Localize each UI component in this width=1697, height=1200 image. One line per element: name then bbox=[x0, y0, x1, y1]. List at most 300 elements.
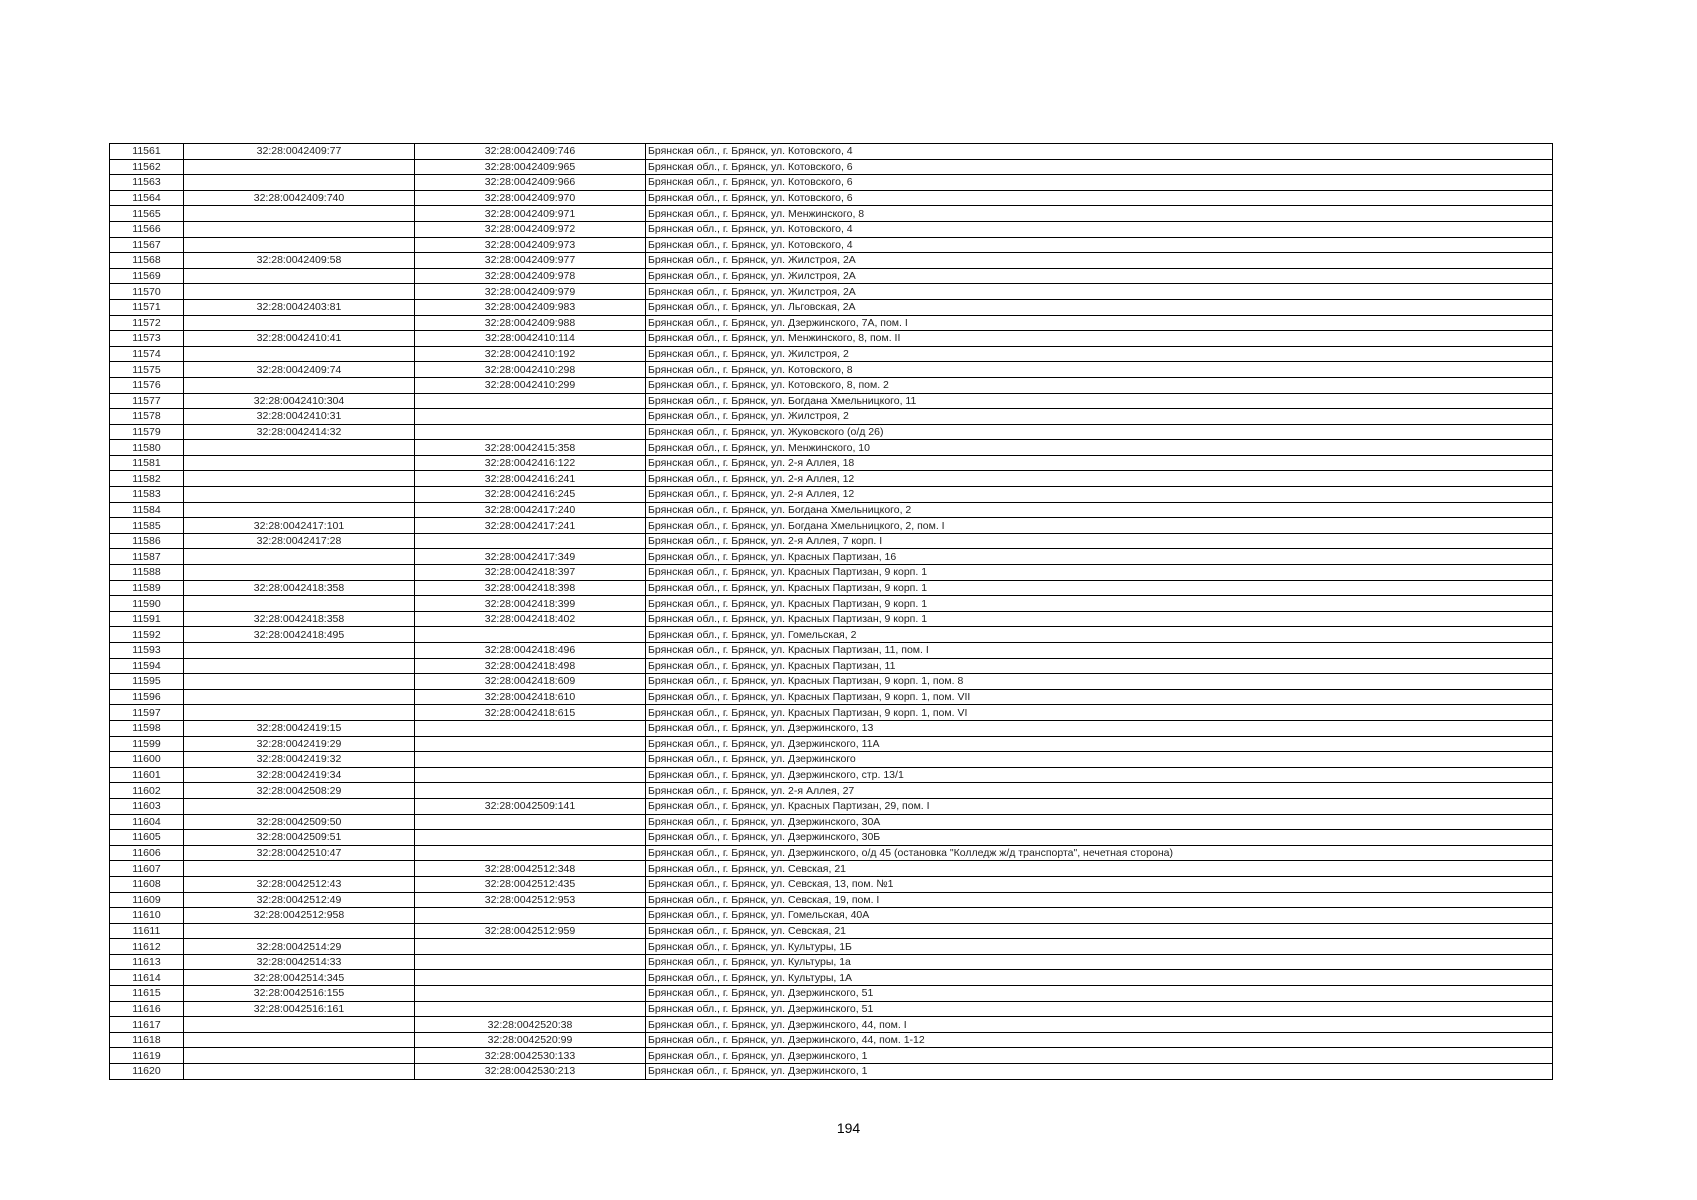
land-plot-number-cell bbox=[184, 268, 415, 284]
object-cadastral-number-cell: 32:28:0042520:99 bbox=[415, 1032, 646, 1048]
object-cadastral-number-cell bbox=[415, 533, 646, 549]
object-cadastral-number-cell bbox=[415, 970, 646, 986]
row-number-cell: 11603 bbox=[110, 798, 184, 814]
object-cadastral-number-cell bbox=[415, 954, 646, 970]
address-cell: Брянская обл., г. Брянск, ул. Котовского, 4 bbox=[646, 237, 1553, 253]
land-plot-number-cell bbox=[184, 237, 415, 253]
address-cell: Брянская обл., г. Брянск, ул. 2-я Аллея, 18 bbox=[646, 455, 1553, 471]
object-cadastral-number-cell: 32:28:0042409:977 bbox=[415, 253, 646, 269]
object-cadastral-number-cell bbox=[415, 752, 646, 768]
address-cell: Брянская обл., г. Брянск, ул. Жилстроя, 2А bbox=[646, 268, 1553, 284]
table-row bbox=[110, 689, 1553, 705]
row-number-cell: 11579 bbox=[110, 424, 184, 440]
row-number-cell: 11584 bbox=[110, 502, 184, 518]
land-plot-number-cell: 32:28:0042419:34 bbox=[184, 767, 415, 783]
address-cell: Брянская обл., г. Брянск, ул. Менжинского, 8 bbox=[646, 206, 1553, 222]
object-cadastral-number-cell bbox=[415, 986, 646, 1002]
land-plot-number-cell: 32:28:0042409:74 bbox=[184, 362, 415, 378]
land-plot-number-cell bbox=[184, 315, 415, 331]
land-plot-number-cell bbox=[184, 502, 415, 518]
address-cell: Брянская обл., г. Брянск, ул. Дзержинского, 13 bbox=[646, 720, 1553, 736]
land-plot-number-cell bbox=[184, 565, 415, 581]
table-row bbox=[110, 487, 1553, 503]
row-number-cell: 11600 bbox=[110, 752, 184, 768]
address-cell: Брянская обл., г. Брянск, ул. Гомельская, 40А bbox=[646, 908, 1553, 924]
object-cadastral-number-cell: 32:28:0042418:496 bbox=[415, 643, 646, 659]
object-cadastral-number-cell: 32:28:0042418:402 bbox=[415, 611, 646, 627]
table-row bbox=[110, 798, 1553, 814]
row-number-cell: 11609 bbox=[110, 892, 184, 908]
land-plot-number-cell: 32:28:0042409:58 bbox=[184, 253, 415, 269]
row-number-cell: 11604 bbox=[110, 814, 184, 830]
table-row bbox=[110, 876, 1553, 892]
address-cell: Брянская обл., г. Брянск, ул. Котовского, 8, пом. 2 bbox=[646, 377, 1553, 393]
land-plot-number-cell: 32:28:0042514:345 bbox=[184, 970, 415, 986]
row-number-cell: 11596 bbox=[110, 689, 184, 705]
row-number-cell: 11612 bbox=[110, 939, 184, 955]
table-row bbox=[110, 767, 1553, 783]
row-number-cell: 11578 bbox=[110, 409, 184, 425]
table-row bbox=[110, 830, 1553, 846]
address-cell: Брянская обл., г. Брянск, ул. Котовского, 8 bbox=[646, 362, 1553, 378]
object-cadastral-number-cell bbox=[415, 736, 646, 752]
table-row bbox=[110, 409, 1553, 425]
address-cell: Брянская обл., г. Брянск, ул. Дзержинского bbox=[646, 752, 1553, 768]
object-cadastral-number-cell: 32:28:0042409:972 bbox=[415, 221, 646, 237]
land-plot-number-cell: 32:28:0042516:155 bbox=[184, 986, 415, 1002]
land-plot-number-cell bbox=[184, 284, 415, 300]
object-cadastral-number-cell: 32:28:0042418:398 bbox=[415, 580, 646, 596]
table-row bbox=[110, 658, 1553, 674]
land-plot-number-cell bbox=[184, 1048, 415, 1064]
address-cell: Брянская обл., г. Брянск, ул. Дзержинского, 30Б bbox=[646, 830, 1553, 846]
object-cadastral-number-cell: 32:28:0042417:241 bbox=[415, 518, 646, 534]
address-cell: Брянская обл., г. Брянск, ул. Котовского, 6 bbox=[646, 190, 1553, 206]
object-cadastral-number-cell bbox=[415, 814, 646, 830]
row-number-cell: 11572 bbox=[110, 315, 184, 331]
land-plot-number-cell bbox=[184, 596, 415, 612]
object-cadastral-number-cell: 32:28:0042409:978 bbox=[415, 268, 646, 284]
table-row bbox=[110, 175, 1553, 191]
table-row bbox=[110, 1032, 1553, 1048]
row-number-cell: 11581 bbox=[110, 455, 184, 471]
row-number-cell: 11575 bbox=[110, 362, 184, 378]
object-cadastral-number-cell: 32:28:0042409:979 bbox=[415, 284, 646, 300]
land-plot-number-cell bbox=[184, 1017, 415, 1033]
object-cadastral-number-cell: 32:28:0042509:141 bbox=[415, 798, 646, 814]
table-row bbox=[110, 1001, 1553, 1017]
row-number-cell: 11610 bbox=[110, 908, 184, 924]
table-row bbox=[110, 674, 1553, 690]
table-row bbox=[110, 455, 1553, 471]
land-plot-number-cell: 32:28:0042410:304 bbox=[184, 393, 415, 409]
table-row bbox=[110, 440, 1553, 456]
table-row bbox=[110, 861, 1553, 877]
row-number-cell: 11616 bbox=[110, 1001, 184, 1017]
row-number-cell: 11619 bbox=[110, 1048, 184, 1064]
object-cadastral-number-cell: 32:28:0042530:213 bbox=[415, 1064, 646, 1080]
object-cadastral-number-cell bbox=[415, 908, 646, 924]
table-row bbox=[110, 299, 1553, 315]
row-number-cell: 11570 bbox=[110, 284, 184, 300]
land-plot-number-cell bbox=[184, 1064, 415, 1080]
table-row bbox=[110, 954, 1553, 970]
address-cell: Брянская обл., г. Брянск, ул. Красных Партизан, 9 корп. 1 bbox=[646, 611, 1553, 627]
row-number-cell: 11588 bbox=[110, 565, 184, 581]
table-row bbox=[110, 253, 1553, 269]
row-number-cell: 11615 bbox=[110, 986, 184, 1002]
land-plot-number-cell bbox=[184, 346, 415, 362]
table-row bbox=[110, 1048, 1553, 1064]
address-cell: Брянская обл., г. Брянск, ул. Богдана Хмельницкого, 2, пом. I bbox=[646, 518, 1553, 534]
table-row bbox=[110, 596, 1553, 612]
table-row bbox=[110, 1017, 1553, 1033]
object-cadastral-number-cell: 32:28:0042418:615 bbox=[415, 705, 646, 721]
address-cell: Брянская обл., г. Брянск, ул. Красных Партизан, 9 корп. 1 bbox=[646, 596, 1553, 612]
table-row bbox=[110, 736, 1553, 752]
table-row bbox=[110, 892, 1553, 908]
object-cadastral-number-cell bbox=[415, 720, 646, 736]
table-row bbox=[110, 923, 1553, 939]
row-number-cell: 11593 bbox=[110, 643, 184, 659]
address-cell: Брянская обл., г. Брянск, ул. Красных Партизан, 9 корп. 1, пом. 8 bbox=[646, 674, 1553, 690]
address-cell: Брянская обл., г. Брянск, ул. Дзержинского, 51 bbox=[646, 1001, 1553, 1017]
land-plot-number-cell: 32:28:0042417:28 bbox=[184, 533, 415, 549]
land-plot-number-cell: 32:28:0042516:161 bbox=[184, 1001, 415, 1017]
address-cell: Брянская обл., г. Брянск, ул. Дзержинского, 1 bbox=[646, 1064, 1553, 1080]
table-row bbox=[110, 1064, 1553, 1080]
object-cadastral-number-cell: 32:28:0042520:38 bbox=[415, 1017, 646, 1033]
object-cadastral-number-cell: 32:28:0042530:133 bbox=[415, 1048, 646, 1064]
row-number-cell: 11567 bbox=[110, 237, 184, 253]
land-plot-number-cell bbox=[184, 861, 415, 877]
object-cadastral-number-cell: 32:28:0042416:122 bbox=[415, 455, 646, 471]
land-plot-number-cell bbox=[184, 923, 415, 939]
land-plot-number-cell: 32:28:0042419:29 bbox=[184, 736, 415, 752]
address-cell: Брянская обл., г. Брянск, ул. Красных Партизан, 11 bbox=[646, 658, 1553, 674]
address-cell: Брянская обл., г. Брянск, ул. Красных Партизан, 9 корп. 1, пом. VI bbox=[646, 705, 1553, 721]
land-plot-number-cell bbox=[184, 159, 415, 175]
object-cadastral-number-cell: 32:28:0042410:114 bbox=[415, 331, 646, 347]
object-cadastral-number-cell: 32:28:0042418:399 bbox=[415, 596, 646, 612]
address-cell: Брянская обл., г. Брянск, ул. Красных Партизан, 29, пом. I bbox=[646, 798, 1553, 814]
object-cadastral-number-cell bbox=[415, 783, 646, 799]
row-number-cell: 11597 bbox=[110, 705, 184, 721]
land-plot-number-cell: 32:28:0042418:495 bbox=[184, 627, 415, 643]
address-cell: Брянская обл., г. Брянск, ул. Дзержинского, 44, пом. I bbox=[646, 1017, 1553, 1033]
land-plot-number-cell: 32:28:0042512:49 bbox=[184, 892, 415, 908]
row-number-cell: 11618 bbox=[110, 1032, 184, 1048]
row-number-cell: 11599 bbox=[110, 736, 184, 752]
row-number-cell: 11598 bbox=[110, 720, 184, 736]
table-row bbox=[110, 159, 1553, 175]
row-number-cell: 11589 bbox=[110, 580, 184, 596]
row-number-cell: 11569 bbox=[110, 268, 184, 284]
row-number-cell: 11576 bbox=[110, 377, 184, 393]
row-number-cell: 11587 bbox=[110, 549, 184, 565]
row-number-cell: 11611 bbox=[110, 923, 184, 939]
object-cadastral-number-cell: 32:28:0042417:349 bbox=[415, 549, 646, 565]
table-row bbox=[110, 720, 1553, 736]
land-plot-number-cell: 32:28:0042418:358 bbox=[184, 580, 415, 596]
address-cell: Брянская обл., г. Брянск, ул. Жилстроя, 2А bbox=[646, 284, 1553, 300]
object-cadastral-number-cell: 32:28:0042409:966 bbox=[415, 175, 646, 191]
land-plot-number-cell: 32:28:0042409:77 bbox=[184, 144, 415, 160]
object-cadastral-number-cell: 32:28:0042418:610 bbox=[415, 689, 646, 705]
row-number-cell: 11602 bbox=[110, 783, 184, 799]
row-number-cell: 11592 bbox=[110, 627, 184, 643]
row-number-cell: 11586 bbox=[110, 533, 184, 549]
row-number-cell: 11565 bbox=[110, 206, 184, 222]
address-cell: Брянская обл., г. Брянск, ул. 2-я Аллея, 12 bbox=[646, 471, 1553, 487]
address-cell: Брянская обл., г. Брянск, ул. Севская, 19, пом. I bbox=[646, 892, 1553, 908]
table-row bbox=[110, 471, 1553, 487]
object-cadastral-number-cell bbox=[415, 627, 646, 643]
object-cadastral-number-cell: 32:28:0042417:240 bbox=[415, 502, 646, 518]
row-number-cell: 11595 bbox=[110, 674, 184, 690]
object-cadastral-number-cell: 32:28:0042512:435 bbox=[415, 876, 646, 892]
address-cell: Брянская обл., г. Брянск, ул. Дзержинского, о/д 45 (остановка "Колледж ж/д транспорта", нечетная сторона) bbox=[646, 845, 1553, 861]
object-cadastral-number-cell bbox=[415, 767, 646, 783]
land-plot-number-cell: 32:28:0042510:47 bbox=[184, 845, 415, 861]
land-plot-number-cell: 32:28:0042509:51 bbox=[184, 830, 415, 846]
land-plot-number-cell bbox=[184, 206, 415, 222]
address-cell: Брянская обл., г. Брянск, ул. Культуры, 1а bbox=[646, 954, 1553, 970]
address-cell: Брянская обл., г. Брянск, ул. 2-я Аллея, 7 корп. I bbox=[646, 533, 1553, 549]
land-plot-number-cell bbox=[184, 455, 415, 471]
table-row bbox=[110, 284, 1553, 300]
address-cell: Брянская обл., г. Брянск, ул. Котовского, 6 bbox=[646, 175, 1553, 191]
land-plot-number-cell: 32:28:0042410:31 bbox=[184, 409, 415, 425]
table-row bbox=[110, 221, 1553, 237]
address-cell: Брянская обл., г. Брянск, ул. Красных Партизан, 9 корп. 1, пом. VII bbox=[646, 689, 1553, 705]
land-plot-number-cell: 32:28:0042403:81 bbox=[184, 299, 415, 315]
row-number-cell: 11591 bbox=[110, 611, 184, 627]
table-row bbox=[110, 580, 1553, 596]
table-row bbox=[110, 190, 1553, 206]
table-row bbox=[110, 986, 1553, 1002]
land-plot-number-cell: 32:28:0042410:41 bbox=[184, 331, 415, 347]
table-row bbox=[110, 783, 1553, 799]
address-cell: Брянская обл., г. Брянск, ул. Жуковского (о/д 26) bbox=[646, 424, 1553, 440]
table-row bbox=[110, 643, 1553, 659]
address-cell: Брянская обл., г. Брянск, ул. Дзержинского, 51 bbox=[646, 986, 1553, 1002]
address-cell: Брянская обл., г. Брянск, ул. Жилстроя, 2 bbox=[646, 346, 1553, 362]
address-cell: Брянская обл., г. Брянск, ул. Менжинского, 10 bbox=[646, 440, 1553, 456]
address-cell: Брянская обл., г. Брянск, ул. Красных Партизан, 16 bbox=[646, 549, 1553, 565]
address-cell: Брянская обл., г. Брянск, ул. Дзержинского, 1 bbox=[646, 1048, 1553, 1064]
address-cell: Брянская обл., г. Брянск, ул. Жилстроя, 2 bbox=[646, 409, 1553, 425]
land-plot-number-cell bbox=[184, 658, 415, 674]
row-number-cell: 11561 bbox=[110, 144, 184, 160]
address-cell: Брянская обл., г. Брянск, ул. Красных Партизан, 9 корп. 1 bbox=[646, 565, 1553, 581]
land-plot-number-cell: 32:28:0042419:15 bbox=[184, 720, 415, 736]
registry-table bbox=[109, 143, 1553, 1080]
address-cell: Брянская обл., г. Брянск, ул. Котовского, 4 bbox=[646, 144, 1553, 160]
table-row bbox=[110, 362, 1553, 378]
land-plot-number-cell bbox=[184, 705, 415, 721]
object-cadastral-number-cell bbox=[415, 393, 646, 409]
address-cell: Брянская обл., г. Брянск, ул. Гомельская, 2 bbox=[646, 627, 1553, 643]
table-row bbox=[110, 939, 1553, 955]
land-plot-number-cell: 32:28:0042514:29 bbox=[184, 939, 415, 955]
table-row bbox=[110, 206, 1553, 222]
row-number-cell: 11566 bbox=[110, 221, 184, 237]
land-plot-number-cell bbox=[184, 674, 415, 690]
table-row bbox=[110, 565, 1553, 581]
row-number-cell: 11585 bbox=[110, 518, 184, 534]
object-cadastral-number-cell: 32:28:0042409:988 bbox=[415, 315, 646, 331]
object-cadastral-number-cell: 32:28:0042418:498 bbox=[415, 658, 646, 674]
page-number: 194 bbox=[836, 1120, 861, 1136]
row-number-cell: 11571 bbox=[110, 299, 184, 315]
table-row bbox=[110, 627, 1553, 643]
address-cell: Брянская обл., г. Брянск, ул. Дзержинского, 7А, пом. I bbox=[646, 315, 1553, 331]
object-cadastral-number-cell: 32:28:0042416:241 bbox=[415, 471, 646, 487]
address-cell: Брянская обл., г. Брянск, ул. Дзержинского, 44, пом. 1-12 bbox=[646, 1032, 1553, 1048]
table-row bbox=[110, 144, 1553, 160]
land-plot-number-cell bbox=[184, 549, 415, 565]
row-number-cell: 11590 bbox=[110, 596, 184, 612]
table-row bbox=[110, 549, 1553, 565]
table-row bbox=[110, 237, 1553, 253]
row-number-cell: 11564 bbox=[110, 190, 184, 206]
address-cell: Брянская обл., г. Брянск, ул. Богдана Хмельницкого, 2 bbox=[646, 502, 1553, 518]
address-cell: Брянская обл., г. Брянск, ул. 2-я Аллея, 27 bbox=[646, 783, 1553, 799]
land-plot-number-cell bbox=[184, 689, 415, 705]
table-row bbox=[110, 908, 1553, 924]
address-cell: Брянская обл., г. Брянск, ул. Севская, 21 bbox=[646, 861, 1553, 877]
address-cell: Брянская обл., г. Брянск, ул. Богдана Хмельницкого, 11 bbox=[646, 393, 1553, 409]
land-plot-number-cell: 32:28:0042409:740 bbox=[184, 190, 415, 206]
land-plot-number-cell bbox=[184, 221, 415, 237]
land-plot-number-cell bbox=[184, 643, 415, 659]
land-plot-number-cell bbox=[184, 175, 415, 191]
object-cadastral-number-cell bbox=[415, 409, 646, 425]
land-plot-number-cell: 32:28:0042508:29 bbox=[184, 783, 415, 799]
object-cadastral-number-cell: 32:28:0042418:397 bbox=[415, 565, 646, 581]
row-number-cell: 11573 bbox=[110, 331, 184, 347]
object-cadastral-number-cell: 32:28:0042416:245 bbox=[415, 487, 646, 503]
address-cell: Брянская обл., г. Брянск, ул. Дзержинского, 30А bbox=[646, 814, 1553, 830]
address-cell: Брянская обл., г. Брянск, ул. Котовского, 4 bbox=[646, 221, 1553, 237]
table-row bbox=[110, 377, 1553, 393]
land-plot-number-cell bbox=[184, 487, 415, 503]
row-number-cell: 11601 bbox=[110, 767, 184, 783]
table-row bbox=[110, 393, 1553, 409]
row-number-cell: 11617 bbox=[110, 1017, 184, 1033]
row-number-cell: 11577 bbox=[110, 393, 184, 409]
table-row bbox=[110, 424, 1553, 440]
row-number-cell: 11606 bbox=[110, 845, 184, 861]
row-number-cell: 11614 bbox=[110, 970, 184, 986]
address-cell: Брянская обл., г. Брянск, ул. Дзержинского, 11А bbox=[646, 736, 1553, 752]
table-row bbox=[110, 970, 1553, 986]
object-cadastral-number-cell: 32:28:0042409:970 bbox=[415, 190, 646, 206]
table-row bbox=[110, 346, 1553, 362]
table-row bbox=[110, 611, 1553, 627]
address-cell: Брянская обл., г. Брянск, ул. 2-я Аллея, 12 bbox=[646, 487, 1553, 503]
table-row bbox=[110, 268, 1553, 284]
table-row bbox=[110, 315, 1553, 331]
object-cadastral-number-cell: 32:28:0042410:298 bbox=[415, 362, 646, 378]
row-number-cell: 11580 bbox=[110, 440, 184, 456]
address-cell: Брянская обл., г. Брянск, ул. Севская, 13, пом. №1 bbox=[646, 876, 1553, 892]
row-number-cell: 11568 bbox=[110, 253, 184, 269]
object-cadastral-number-cell: 32:28:0042418:609 bbox=[415, 674, 646, 690]
land-plot-number-cell: 32:28:0042509:50 bbox=[184, 814, 415, 830]
land-plot-number-cell: 32:28:0042417:101 bbox=[184, 518, 415, 534]
row-number-cell: 11620 bbox=[110, 1064, 184, 1080]
row-number-cell: 11605 bbox=[110, 830, 184, 846]
land-plot-number-cell bbox=[184, 440, 415, 456]
row-number-cell: 11563 bbox=[110, 175, 184, 191]
address-cell: Брянская обл., г. Брянск, ул. Красных Партизан, 9 корп. 1 bbox=[646, 580, 1553, 596]
registry-table-body bbox=[110, 144, 1553, 1080]
object-cadastral-number-cell: 32:28:0042409:983 bbox=[415, 299, 646, 315]
object-cadastral-number-cell: 32:28:0042410:192 bbox=[415, 346, 646, 362]
object-cadastral-number-cell: 32:28:0042512:348 bbox=[415, 861, 646, 877]
table-row bbox=[110, 502, 1553, 518]
address-cell: Брянская обл., г. Брянск, ул. Красных Партизан, 11, пом. I bbox=[646, 643, 1553, 659]
table-row bbox=[110, 752, 1553, 768]
address-cell: Брянская обл., г. Брянск, ул. Культуры, 1Б bbox=[646, 939, 1553, 955]
land-plot-number-cell bbox=[184, 798, 415, 814]
land-plot-number-cell: 32:28:0042418:358 bbox=[184, 611, 415, 627]
address-cell: Брянская обл., г. Брянск, ул. Севская, 21 bbox=[646, 923, 1553, 939]
address-cell: Брянская обл., г. Брянск, ул. Дзержинского, стр. 13/1 bbox=[646, 767, 1553, 783]
address-cell: Брянская обл., г. Брянск, ул. Менжинского, 8, пом. II bbox=[646, 331, 1553, 347]
row-number-cell: 11613 bbox=[110, 954, 184, 970]
object-cadastral-number-cell bbox=[415, 939, 646, 955]
land-plot-number-cell: 32:28:0042512:958 bbox=[184, 908, 415, 924]
row-number-cell: 11582 bbox=[110, 471, 184, 487]
row-number-cell: 11583 bbox=[110, 487, 184, 503]
table-row bbox=[110, 814, 1553, 830]
object-cadastral-number-cell: 32:28:0042409:746 bbox=[415, 144, 646, 160]
land-plot-number-cell: 32:28:0042414:32 bbox=[184, 424, 415, 440]
row-number-cell: 11607 bbox=[110, 861, 184, 877]
object-cadastral-number-cell: 32:28:0042410:299 bbox=[415, 377, 646, 393]
object-cadastral-number-cell: 32:28:0042512:953 bbox=[415, 892, 646, 908]
object-cadastral-number-cell bbox=[415, 424, 646, 440]
table-row bbox=[110, 533, 1553, 549]
land-plot-number-cell bbox=[184, 471, 415, 487]
row-number-cell: 11608 bbox=[110, 876, 184, 892]
land-plot-number-cell: 32:28:0042514:33 bbox=[184, 954, 415, 970]
land-plot-number-cell: 32:28:0042512:43 bbox=[184, 876, 415, 892]
land-plot-number-cell: 32:28:0042419:32 bbox=[184, 752, 415, 768]
table-row bbox=[110, 845, 1553, 861]
address-cell: Брянская обл., г. Брянск, ул. Культуры, 1А bbox=[646, 970, 1553, 986]
row-number-cell: 11594 bbox=[110, 658, 184, 674]
address-cell: Брянская обл., г. Брянск, ул. Льговская, 2А bbox=[646, 299, 1553, 315]
table-row bbox=[110, 705, 1553, 721]
address-cell: Брянская обл., г. Брянск, ул. Котовского, 6 bbox=[646, 159, 1553, 175]
object-cadastral-number-cell: 32:28:0042409:973 bbox=[415, 237, 646, 253]
object-cadastral-number-cell bbox=[415, 830, 646, 846]
object-cadastral-number-cell: 32:28:0042512:959 bbox=[415, 923, 646, 939]
row-number-cell: 11574 bbox=[110, 346, 184, 362]
address-cell: Брянская обл., г. Брянск, ул. Жилстроя, 2А bbox=[646, 253, 1553, 269]
row-number-cell: 11562 bbox=[110, 159, 184, 175]
table-row bbox=[110, 331, 1553, 347]
object-cadastral-number-cell bbox=[415, 1001, 646, 1017]
land-plot-number-cell bbox=[184, 377, 415, 393]
object-cadastral-number-cell: 32:28:0042409:965 bbox=[415, 159, 646, 175]
object-cadastral-number-cell: 32:28:0042409:971 bbox=[415, 206, 646, 222]
table-row bbox=[110, 518, 1553, 534]
